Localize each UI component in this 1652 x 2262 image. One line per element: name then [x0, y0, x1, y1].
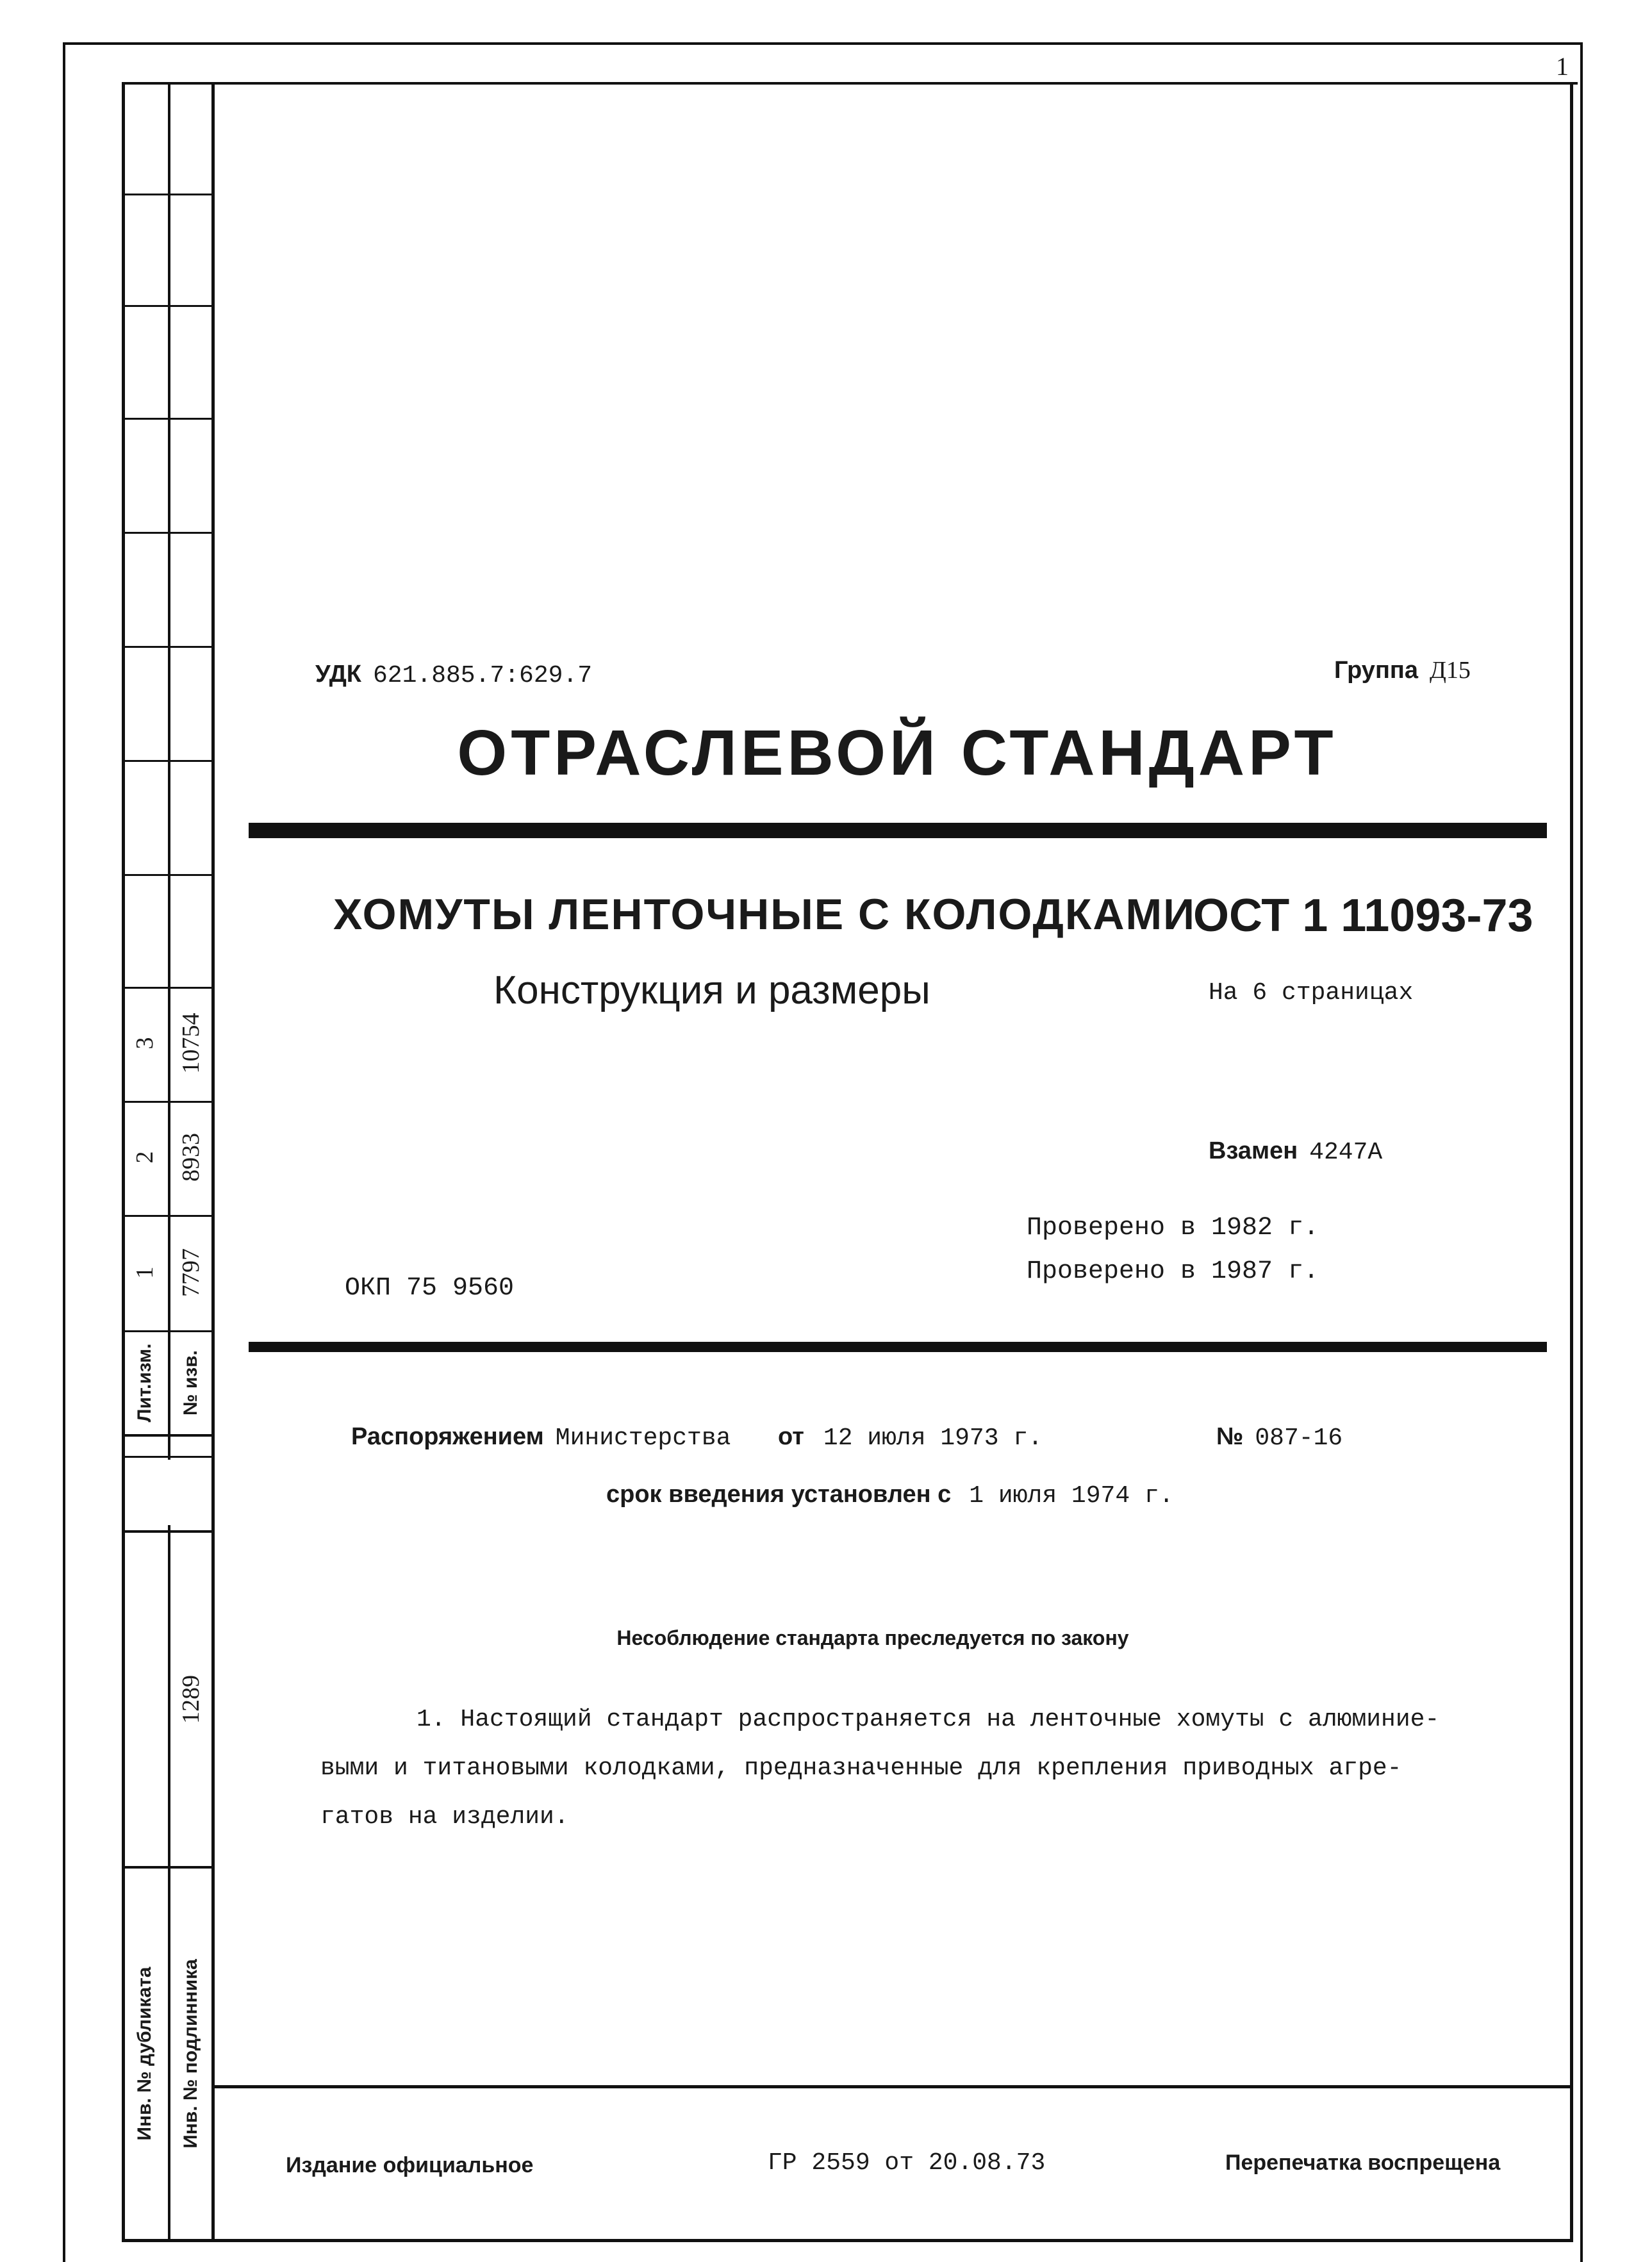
margin-grid-line — [122, 1866, 213, 1869]
main-frame-top — [122, 82, 1578, 85]
standard-subtitle: Конструкция и размеры — [493, 968, 930, 1012]
margin-grid-line — [122, 874, 213, 876]
order-number: 087-16 — [1255, 1424, 1343, 1452]
change-number: 7797 — [178, 1248, 204, 1297]
legal-warning: Несоблюдение стандарта преследуется по закону — [616, 1626, 1129, 1649]
margin-grid-line — [122, 532, 213, 534]
margin-grid-line — [122, 1330, 213, 1332]
replaces-line — [1209, 1137, 1382, 1166]
margin-grid-line — [122, 305, 213, 307]
order-date-line — [778, 1423, 1043, 1452]
inv-original-value: 1289 — [178, 1675, 204, 1724]
group-value: Д15 — [1429, 657, 1471, 684]
margin-grid-line — [122, 194, 213, 195]
page-number: 1 — [1556, 52, 1569, 81]
term-line — [606, 1480, 1174, 1510]
term-date: 1 июля 1974 г. — [969, 1482, 1174, 1510]
replaces-value: 4247А — [1309, 1139, 1383, 1166]
udk-label: УДК — [315, 661, 361, 688]
standard-name: ХОМУТЫ ЛЕНТОЧНЫЕ С КОЛОДКАМИ — [333, 890, 1196, 939]
change-lit: 3 — [131, 1037, 158, 1050]
frame-left-line — [63, 42, 65, 2262]
registration-note: ГР 2559 от 20.08.73 — [768, 2149, 1046, 2177]
margin-grid-line — [122, 1456, 213, 1458]
reprint-note: Перепечатка воспрещена — [1225, 2151, 1501, 2175]
order-label: Распоряжением — [351, 1423, 544, 1450]
udk-value: 621.885.7:629.7 — [372, 662, 593, 689]
thick-rule — [249, 823, 1547, 838]
margin-grid-line — [122, 1101, 213, 1103]
edition-note: Издание официальное — [286, 2153, 534, 2177]
body-line: гатов на изделии. — [320, 1803, 569, 1831]
group-label: Группа — [1334, 657, 1418, 684]
margin-grid-line — [122, 1215, 213, 1217]
order-line — [351, 1423, 731, 1452]
margin-grid-line — [122, 1530, 213, 1533]
margin-grid-line — [122, 987, 213, 989]
margin-grid-line — [122, 760, 213, 762]
change-number: 10754 — [178, 1012, 204, 1074]
replaces-label: Взамен — [1209, 1137, 1298, 1164]
order-ministry: Министерства — [555, 1424, 731, 1452]
main-frame-right — [1570, 82, 1573, 2241]
thick-rule — [249, 1342, 1547, 1352]
margin-col-divider-lower — [168, 1525, 170, 2241]
main-frame-left — [122, 82, 125, 2241]
margin-grid-line — [122, 418, 213, 420]
main-frame-inner-left — [211, 82, 215, 2241]
checked-1987: Проверено в 1987 г. — [1027, 1257, 1319, 1286]
change-number: 8933 — [178, 1133, 204, 1182]
margin-grid-line — [122, 1434, 213, 1437]
order-number-line — [1216, 1423, 1342, 1452]
margin-grid-line — [122, 646, 213, 648]
body-line: 1. Настоящий стандарт распространяется на ленточные хомуты с алюминие- — [417, 1706, 1440, 1733]
udk-line — [315, 660, 592, 689]
pages-count: На 6 страницах — [1209, 979, 1414, 1007]
main-frame-bottom — [122, 2239, 1573, 2242]
inv-duplicate-label: Инв. № дубликата — [134, 1967, 155, 2141]
standard-code: ОСТ 1 11093-73 — [1193, 890, 1533, 941]
frame-top-line — [64, 42, 1583, 45]
order-from-label: от — [778, 1423, 804, 1450]
footer-separator — [211, 2085, 1573, 2088]
body-line: выми и титановыми колодками, предназначенные для крепления приводных агре- — [320, 1754, 1402, 1782]
document-title: ОТРАСЛЕВОЙ СТАНДАРТ — [457, 717, 1337, 789]
group-line — [1334, 656, 1471, 684]
frame-right-line — [1580, 42, 1583, 2262]
order-number-label: № — [1216, 1423, 1244, 1450]
order-date: 12 июля 1973 г. — [823, 1424, 1043, 1452]
checked-1982: Проверено в 1982 г. — [1027, 1214, 1319, 1242]
inv-original-label: Инв. № подлинника — [180, 1959, 201, 2149]
num-izv-label: № изв. — [180, 1350, 201, 1416]
lit-izm-label: Лит.изм. — [134, 1343, 155, 1423]
term-label: срок введения установлен с — [606, 1481, 952, 1508]
change-lit: 1 — [131, 1266, 158, 1279]
okp-code: ОКП 75 9560 — [345, 1274, 515, 1303]
change-lit: 2 — [131, 1151, 158, 1164]
margin-col-divider — [168, 82, 170, 1460]
